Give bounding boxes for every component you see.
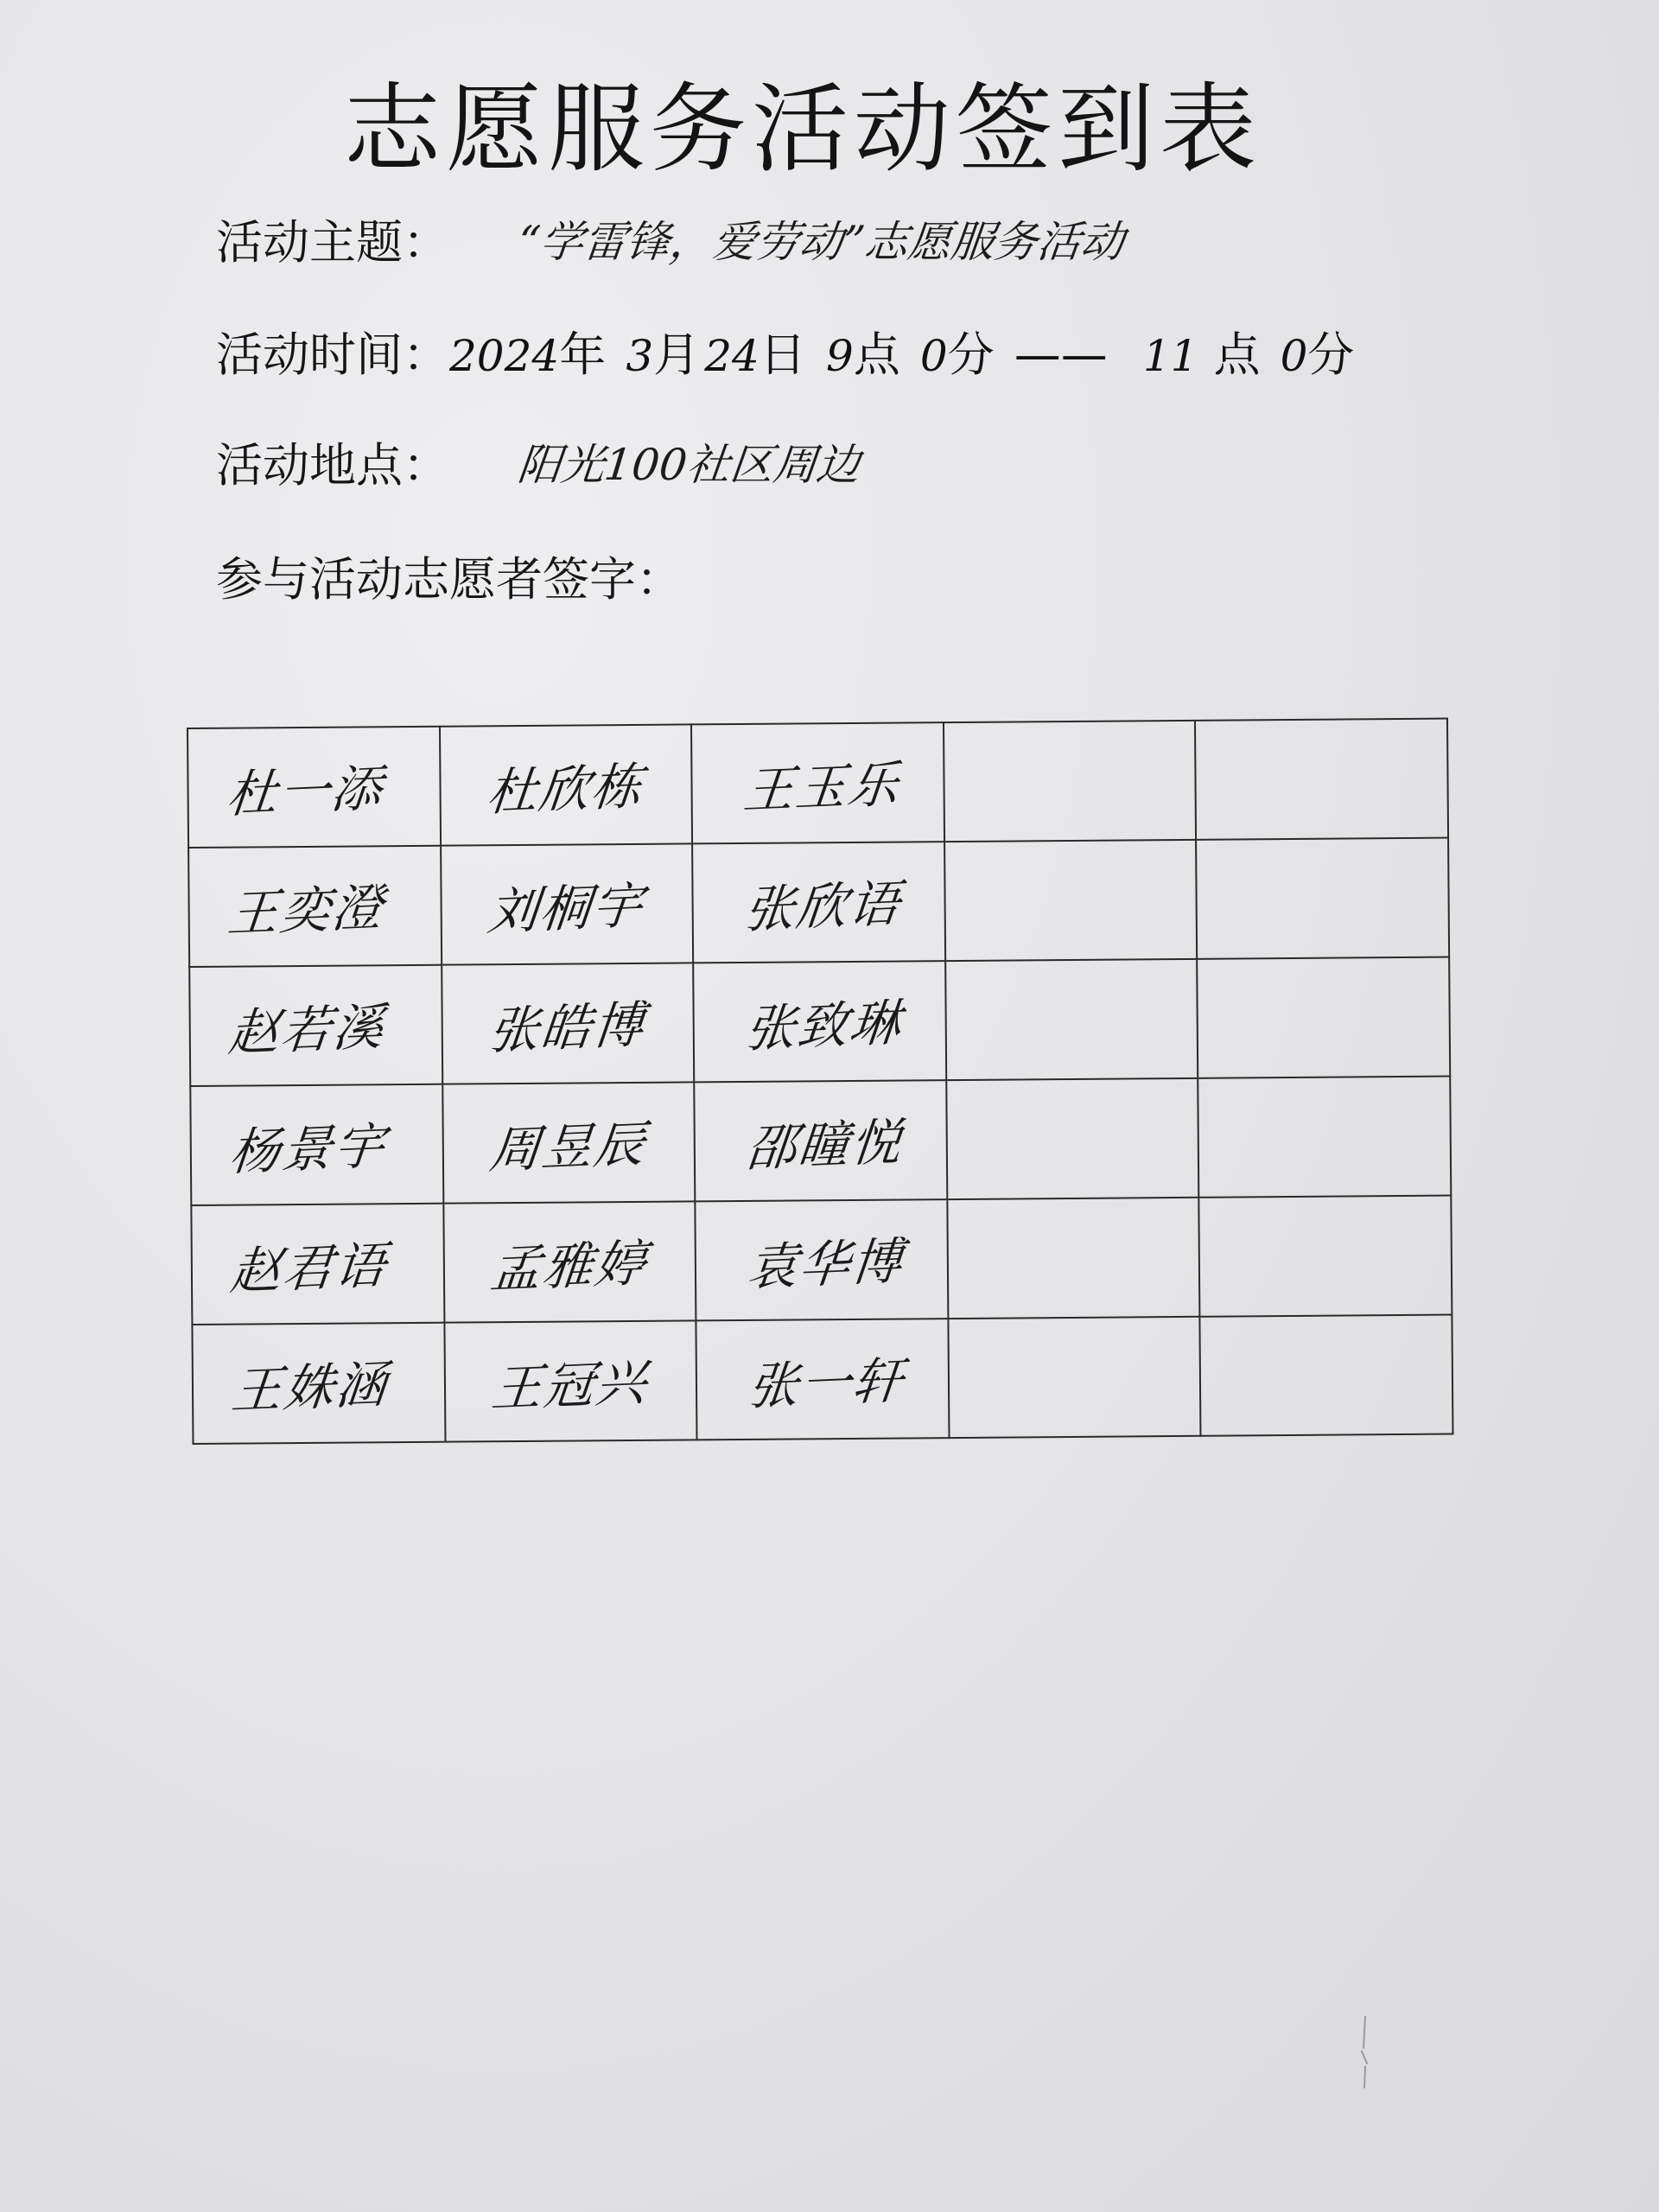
table-cell — [692, 842, 945, 963]
signature: 张欣语 — [741, 874, 904, 940]
table-cell — [192, 1323, 445, 1444]
signature: 周昱辰 — [486, 1114, 650, 1180]
table-row — [188, 838, 1449, 967]
pencil-mark — [1355, 2013, 1376, 2091]
volunteers-label-row — [216, 541, 683, 610]
table-cell — [189, 965, 442, 1086]
table-cell — [1200, 1315, 1453, 1436]
signature: 杨景宇 — [226, 1116, 389, 1182]
time-month: 3 — [626, 330, 654, 381]
table-cell — [1199, 1196, 1452, 1317]
signature: 王玉乐 — [741, 754, 903, 821]
activity-time-label: 活动时间： — [216, 327, 449, 382]
table-cell — [190, 1084, 443, 1205]
signature: 杜欣栋 — [484, 756, 647, 823]
activity-theme-label: 活动主题： — [216, 214, 449, 270]
table-cell — [441, 843, 694, 964]
time-year: 2024 — [449, 330, 560, 381]
time-day-unit: 日 — [759, 327, 806, 382]
activity-theme-row — [216, 204, 1127, 273]
time-end-minute-unit: 分 — [1307, 327, 1355, 382]
activity-time-row — [216, 316, 1354, 385]
time-end-hour: 11 — [1142, 330, 1198, 381]
signature-table — [187, 718, 1453, 1445]
table-cell — [947, 1198, 1200, 1319]
table-row — [189, 957, 1450, 1086]
volunteers-label: 参与活动志愿者签字： — [216, 551, 683, 607]
table-cell — [442, 1082, 696, 1203]
time-end-hour-unit: 点 — [1213, 327, 1261, 382]
table-cell — [442, 963, 695, 1084]
table-cell — [188, 727, 441, 848]
activity-theme-value: “学雷锋，爱劳动”志愿服务活动 — [515, 217, 1127, 267]
activity-place-row — [216, 427, 863, 496]
table-row — [192, 1315, 1452, 1444]
document-title: 志愿服务活动签到表 — [344, 73, 1262, 186]
table-cell — [691, 722, 944, 843]
signature: 王姝涵 — [228, 1355, 391, 1421]
time-start-hour: 9 — [825, 330, 854, 381]
signature: 赵若溪 — [226, 997, 388, 1063]
table-cell — [944, 840, 1198, 961]
table-cell — [694, 1080, 947, 1201]
signature: 张皓博 — [486, 995, 649, 1061]
signature: 王冠兴 — [489, 1352, 652, 1419]
time-end-minute: 0 — [1280, 330, 1308, 381]
signature: 孟雅婷 — [488, 1233, 651, 1300]
signature: 刘桐宇 — [485, 875, 648, 942]
time-start-minute: 0 — [919, 330, 948, 381]
table-cell — [188, 846, 442, 967]
table-cell — [1195, 719, 1448, 840]
table-cell — [945, 959, 1198, 1080]
table-cell — [948, 1317, 1201, 1438]
table-row — [190, 1077, 1451, 1205]
table-cell — [696, 1199, 949, 1320]
table-cell — [191, 1204, 444, 1325]
activity-time-value — [449, 318, 1354, 385]
signature: 张一轩 — [745, 1351, 908, 1417]
table-cell — [696, 1319, 950, 1440]
table-cell — [440, 724, 693, 845]
activity-place-value: 阳光100社区周边 — [515, 440, 863, 490]
table-cell — [1198, 957, 1451, 1078]
time-day: 24 — [704, 330, 760, 381]
table-row — [188, 719, 1448, 848]
table-cell — [944, 721, 1197, 842]
table-row — [191, 1196, 1452, 1325]
signature: 邵瞳悦 — [743, 1112, 906, 1179]
activity-place-label: 活动地点： — [216, 437, 449, 493]
time-year-unit: 年 — [559, 327, 607, 382]
signature: 王奕澄 — [225, 878, 387, 944]
table-cell — [444, 1320, 697, 1441]
table-cell — [693, 961, 946, 1082]
signature: 杜一添 — [224, 759, 386, 824]
time-month-unit: 月 — [653, 327, 701, 382]
time-start-minute-unit: 分 — [947, 327, 995, 382]
time-start-hour-unit: 点 — [853, 327, 900, 382]
time-separator: —— — [1014, 327, 1108, 382]
signature: 张致琳 — [742, 993, 905, 1059]
table-cell — [1196, 838, 1449, 959]
table-cell — [443, 1201, 696, 1322]
signature: 袁华博 — [744, 1231, 907, 1298]
table-cell — [1198, 1077, 1452, 1198]
table-cell — [946, 1078, 1199, 1199]
signature: 赵君语 — [227, 1236, 390, 1301]
